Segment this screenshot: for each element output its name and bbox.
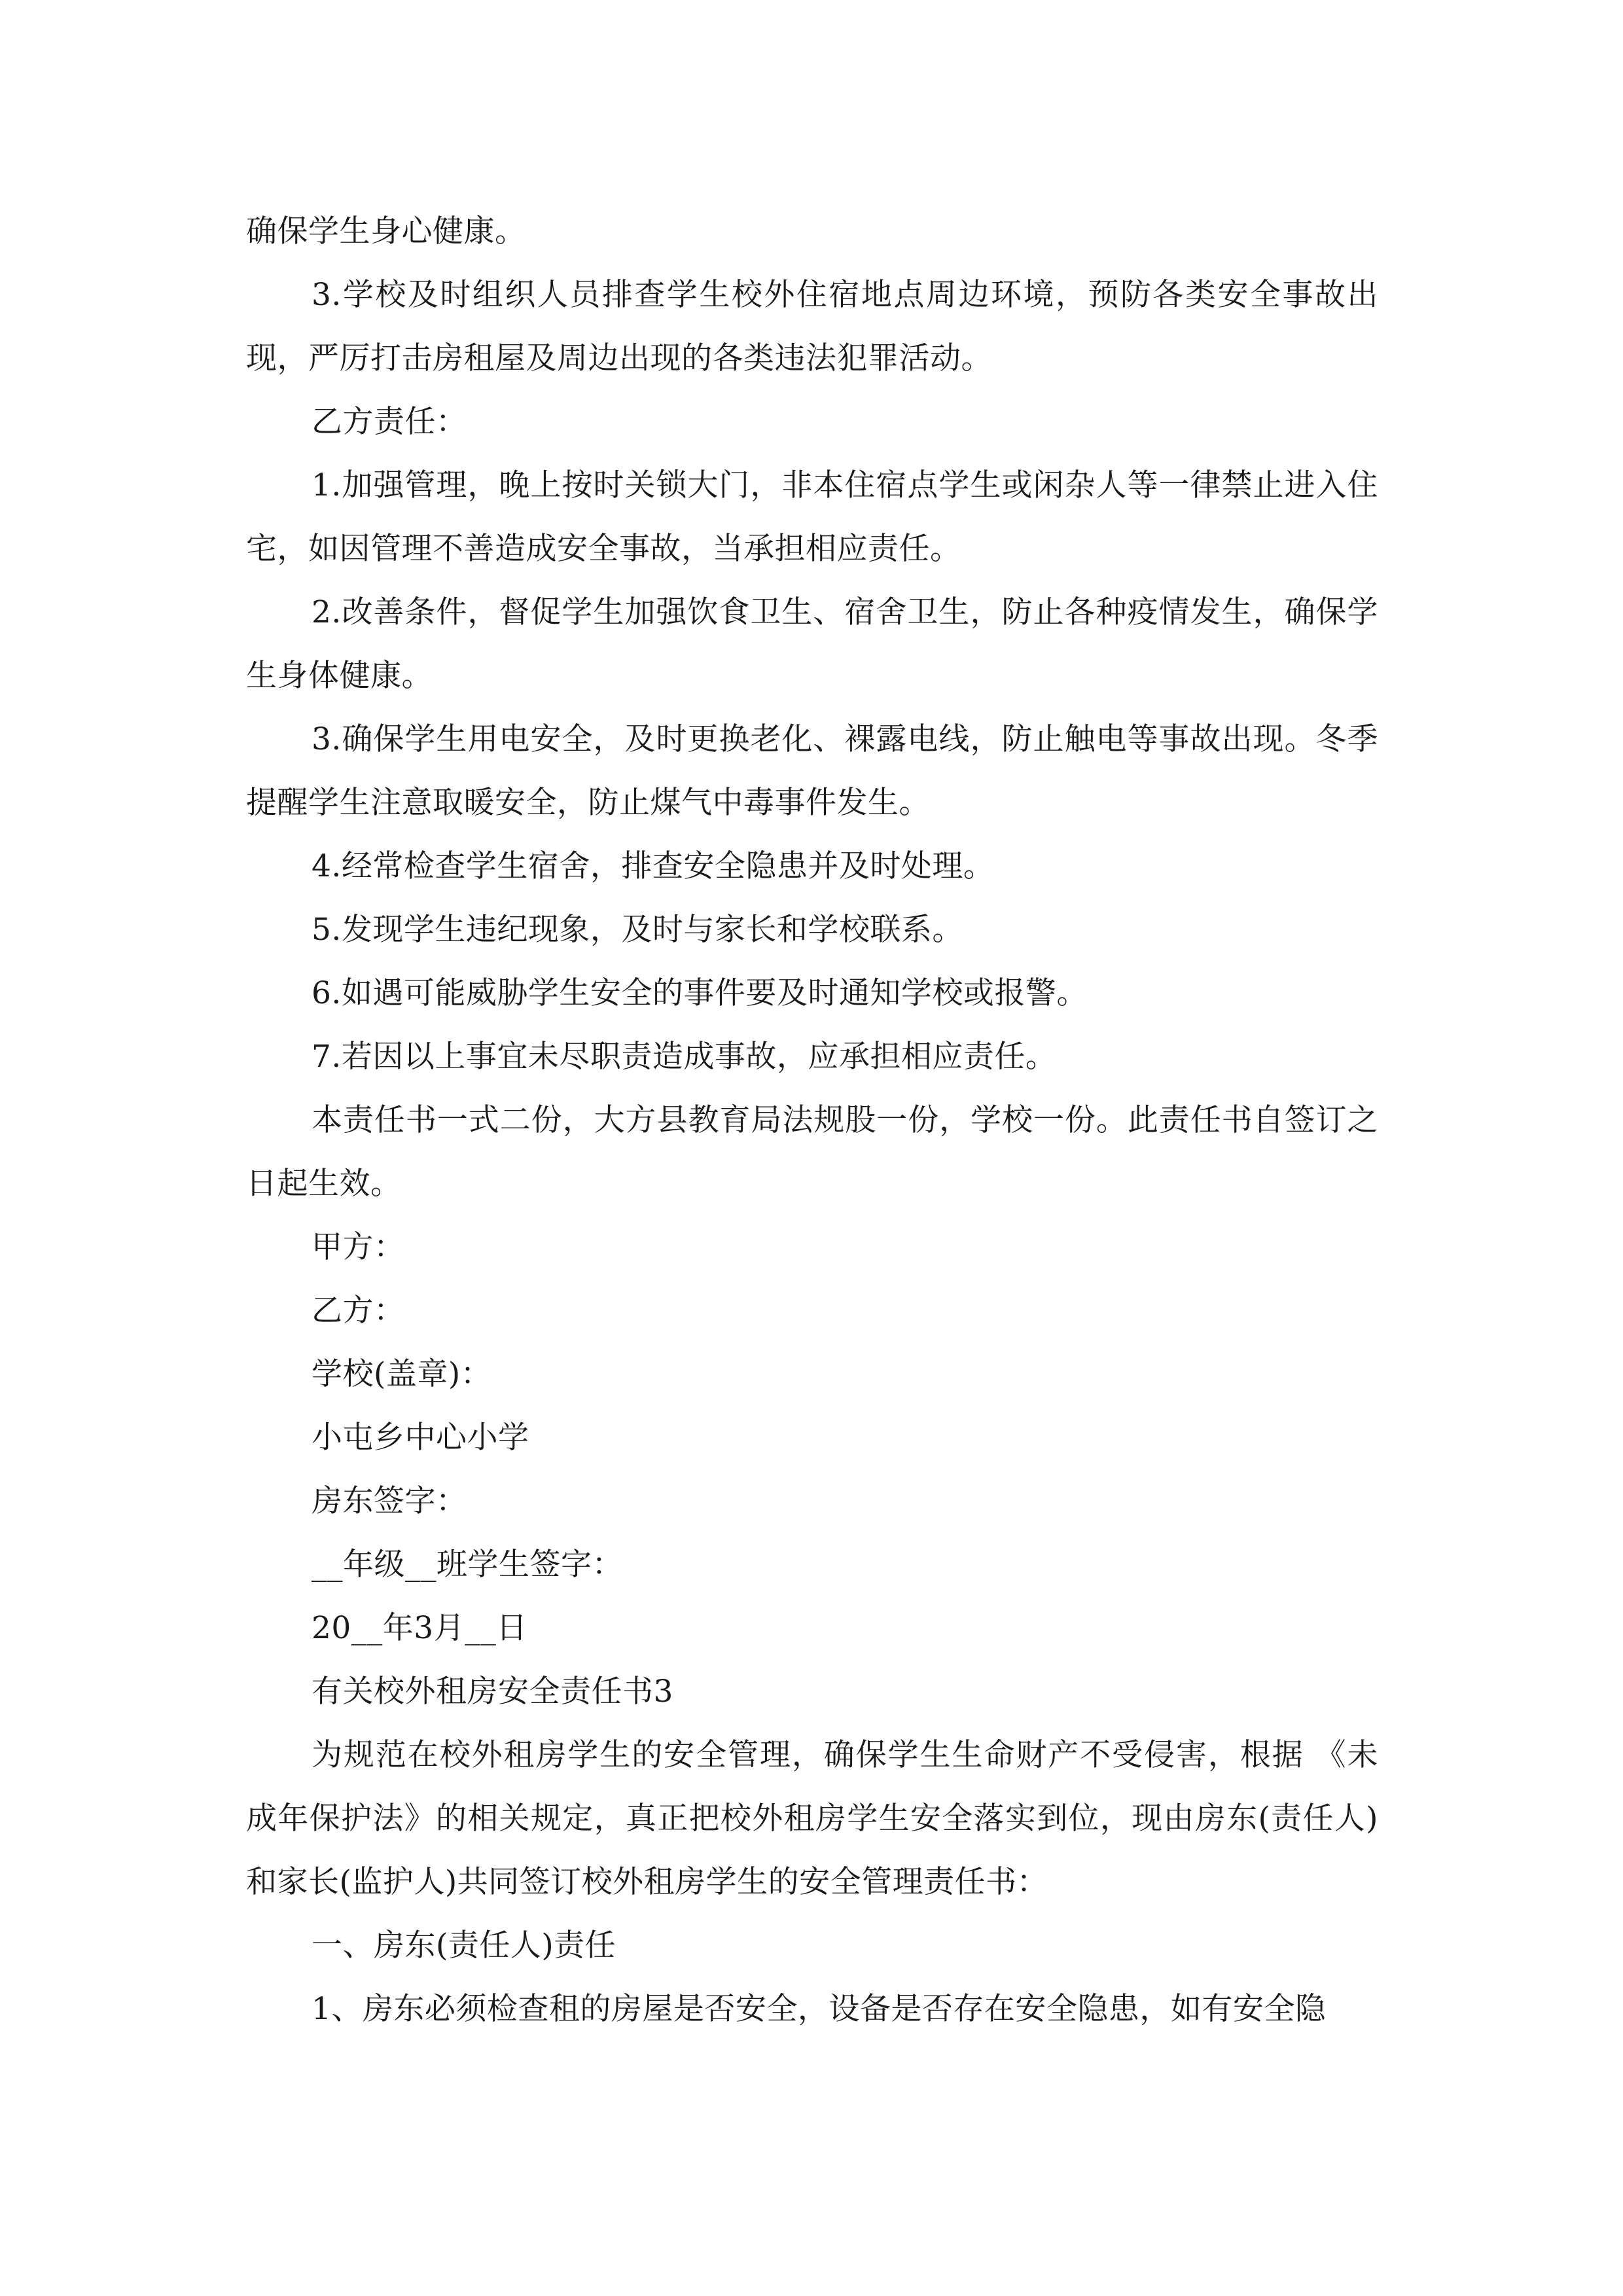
signature-line: 学校(盖章)：: [312, 1356, 492, 1392]
signature-line: __年级__班学生签字：: [312, 1547, 623, 1583]
paragraph: 3.学校及时组织人员排查学生校外住宿地点周边环境，预防各类安全事故出现，严厉打击房租屋及周边出现的各类违法犯罪活动。: [246, 277, 1378, 376]
paragraph: 5.发现学生违纪现象，及时与家长和学校联系。: [312, 912, 963, 948]
document-title: 有关校外租房安全责任书3: [312, 1674, 673, 1710]
paragraph: 1、房东必须检查租的房屋是否安全，设备是否存在安全隐患，如有安全隐: [312, 1991, 1327, 2027]
date-line: 20__年3月__日: [312, 1610, 527, 1646]
signature-line: 甲方：: [312, 1229, 405, 1265]
section-heading: 乙方责任：: [312, 404, 467, 440]
paragraph: 为规范在校外租房学生的安全管理，确保学生生命财产不受侵害，根据 《未成年保护法》的相关规定，真正把校外租房学生安全落实到位，现由房东(责任人)和家长(监护人)共同签订校外租房学生的安全管理责任书：: [246, 1737, 1378, 1900]
paragraph: 3.确保学生用电安全，及时更换老化、裸露电线，防止触电等事故出现。冬季提醒学生注意取暖安全，防止煤气中毒事件发生。: [246, 721, 1378, 821]
paragraph: 7.若因以上事宜未尽职责造成事故，应承担相应责任。: [312, 1039, 1057, 1075]
paragraph: 1.加强管理，晚上按时关锁大门，非本住宿点学生或闲杂人等一律禁止进入住宅，如因管理不善造成安全事故，当承担相应责任。: [246, 467, 1378, 567]
paragraph: 本责任书一式二份，大方县教育局法规股一份，学校一份。此责任书自签订之日起生效。: [246, 1102, 1378, 1202]
section-heading: 一、房东(责任人)责任: [312, 1928, 616, 1964]
signature-line: 乙方：: [312, 1293, 405, 1329]
paragraph: 6.如遇可能威胁学生安全的事件要及时通知学校或报警。: [312, 975, 1088, 1011]
signature-line: 房东签字：: [312, 1483, 467, 1519]
paragraph: 4.经常检查学生宿舍，排查安全隐患并及时处理。: [312, 848, 995, 884]
paragraph: 确保学生身心健康。: [246, 213, 526, 249]
document-body: [246, 200, 1378, 2041]
signature-line: 小屯乡中心小学: [312, 1420, 529, 1456]
paragraph: 2.改善条件，督促学生加强饮食卫生、宿舍卫生，防止各种疫情发生，确保学生身体健康。: [246, 594, 1378, 694]
